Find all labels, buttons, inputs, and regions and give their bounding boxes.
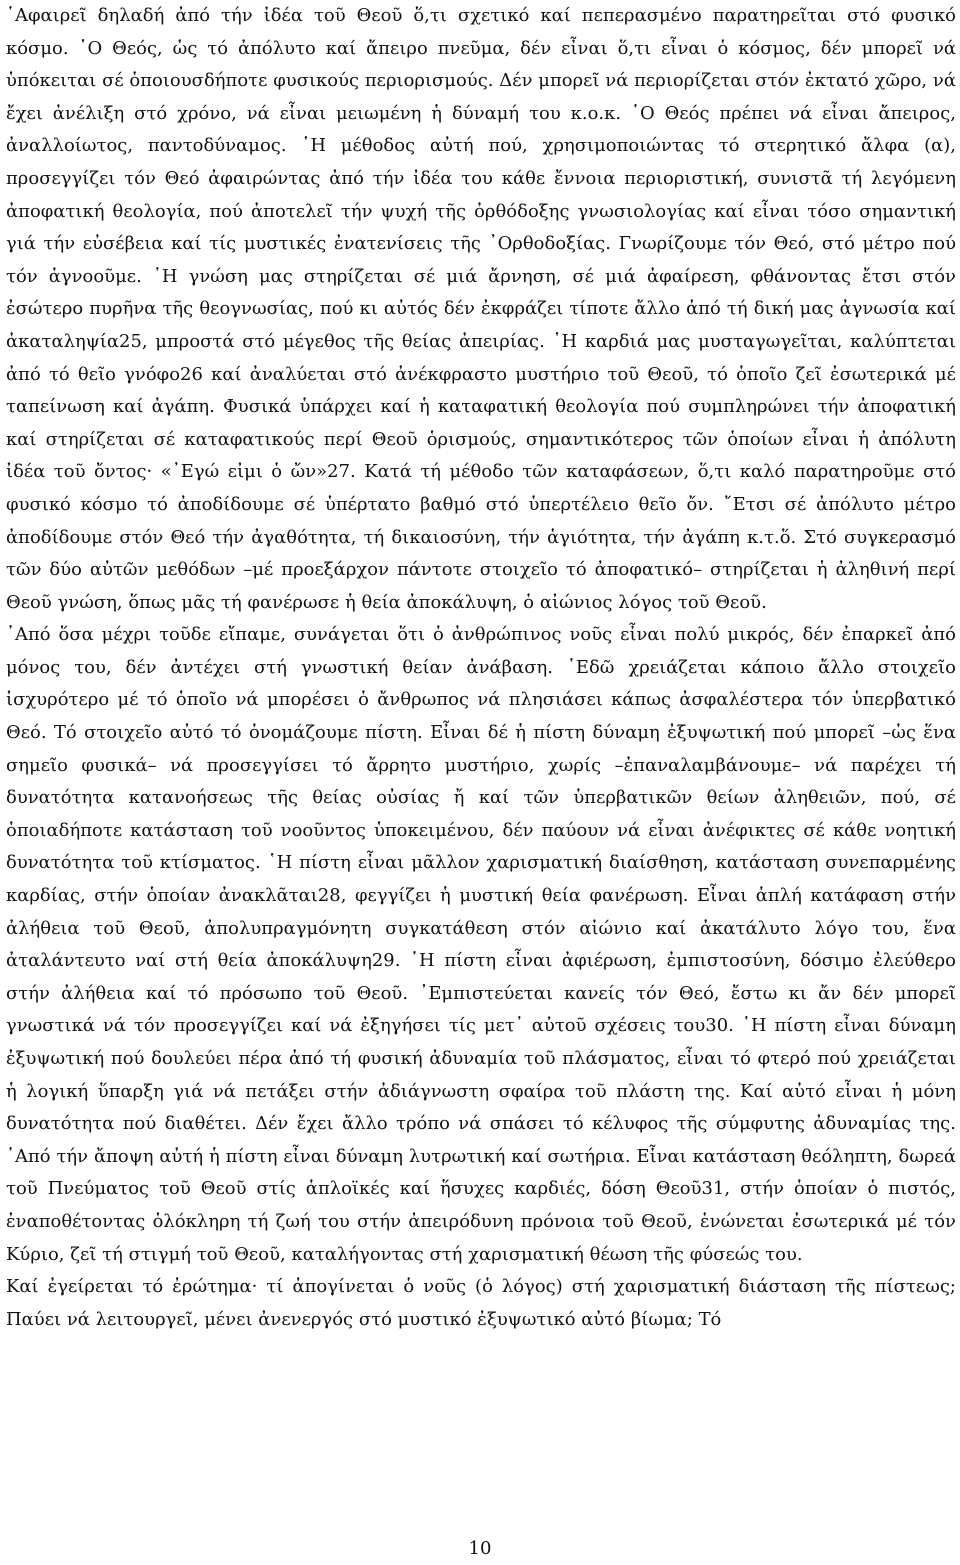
body-text <box>6 0 956 1336</box>
paragraph-1: ῾Αφαιρεῖ δηλαδή ἀπό τήν ἰδέα τοῦ Θεοῦ ὅ,τι σχετικό καί πεπερασμένο παρατηρεῖται στό φυσικό κόσμο. ῾Ο Θεός, ὡς τό ἀπόλυτο καί ἄπειρο πνεῦμα, δέν εἶναι ὅ,τι εἶναι ὁ κόσμος, δέν μπορεῖ νά ὑπόκειται σέ ὁποιουσδήποτε φυσικούς περιορισμούς. Δέν μπορεῖ νά περιορίζεται στόν ἐκτατό χῶρο, νά ἔχει ἀνέλιξη στό χρόνο, νά εἶναι μειωμένη ἡ δύναμή του κ.ο.κ. ῾Ο Θεός πρέπει νά εἶναι ἄπειρος, ἀναλλοίωτος, παντοδύναμος. ῾Η μέθοδος αὐτή πού, χρησιμοποιώντας τό στερητικό ἄλφα (α), προσεγγίζει τόν Θεό ἀφαιρώντας ἀπό τήν ἰδέα του κάθε ἔννοια περιοριστική, συνιστᾶ τή λεγόμενη ἀποφατική θεολογία, πού ἀποτελεῖ τήν ψυχή τῆς ὀρθόδοξης γνωσιολογίας καί εἶναι τόσο σημαντική γιά τήν εὐσέβεια καί τίς μυστικές ἐνατενίσεις τῆς ᾿Ορθοδοξίας. Γνωρίζουμε τόν Θεό, στό μέτρο πού τόν ἀγνοοῦμε. ῾Η γνώση μας στηρίζεται σέ μιά ἄρνηση, σέ μιά ἀφαίρεση, φθάνοντας ἔτσι στόν ἐσώτερο πυρῆνα τῆς θεογνωσίας, πού κι αὐτός δέν ἐκφράζει τίποτε ἄλλο ἀπό τή δική μας ἀγνωσία καί ἀκαταληψία25, μπροστά στό μέγεθος τῆς θείας ἀπειρίας. ῾Η καρδιά μας μυσταγωγεῖται, καλύπτεται ἀπό τό θεῖο γνόφο26 καί ἀναλύεται στό ἀνέκφραστο μυστήριο τοῦ Θεοῦ, τό ὁποῖο ζεῖ ἐσωτερικά μέ ταπείνωση καί ἀγάπη. Φυσικά ὑπάρχει καί ἡ καταφατική θεολογία πού συμπληρώνει τήν ἀποφατική καί στηρίζεται σέ καταφατικούς περί Θεοῦ ὁρισμούς, σημαντικότερος τῶν ὁποίων εἶναι ἡ ἀπόλυτη ἰδέα τοῦ ὄντος· «᾿Εγώ εἰμι ὁ ὤν»27. Κατά τή μέθοδο τῶν καταφάσεων, ὅ,τι καλό παρατηροῦμε στό φυσικό κόσμο τό ἀποδίδουμε σέ ὑπέρτατο βαθμό στό ὑπερτέλειο θεῖο ὄν. ῎Ετσι σέ ἀπόλυτο μέτρο ἀποδίδουμε στόν Θεό τήν ἀγαθότητα, τή δικαιοσύνη, τήν ἁγιότητα, τήν ἀγάπη κ.τ.ὅ. Στό συγκερασμό τῶν δύο αὐτῶν μεθόδων –μέ προεξάρχον πάντοτε στοιχεῖο τό ἀποφατικό– στηρίζεται ἡ ἀληθινή περί Θεοῦ γνώση, ὅπως μᾶς τή φανέρωσε ἡ θεία ἀποκάλυψη, ὁ αἰώνιος λόγος τοῦ Θεοῦ. <box>6 5 956 613</box>
paragraph-3: Καί ἐγείρεται τό ἐρώτημα· τί ἀπογίνεται ὁ νοῦς (ὁ λόγος) στή χαρισματική διάσταση τῆς πίστεως; Παύει νά λειτουργεῖ, μένει ἀνενεργός στό μυστικό ἐξυψωτικό αὐτό βίωμα; Τό <box>6 1276 956 1330</box>
page-number: 10 <box>468 1538 492 1559</box>
paragraph-2: ᾿Από ὅσα μέχρι τοῦδε εἴπαμε, συνάγεται ὅτι ὁ ἀνθρώπινος νοῦς εἶναι πολύ μικρός, δέν ἐπαρκεῖ ἀπό μόνος του, δέν ἀντέχει στή γνωστική θείαν ἀνάβαση. ᾿Εδῶ χρειάζεται κάποιο ἄλλο στοιχεῖο ἰσχυρότερο μέ τό ὁποῖο νά μπορέσει ὁ ἄνθρωπος νά πλησιάσει κάπως ἀσφαλέστερα τόν ὑπερβατικό Θεό. Τό στοιχεῖο αὐτό τό ὀνομάζουμε πίστη. Εἶναι δέ ἡ πίστη δύναμη ἐξυψωτική πού μπορεῖ –ὡς ἕνα σημεῖο φυσικά– νά προσεγγίσει τό ἄρρητο μυστήριο, χωρίς –ἐπαναλαμβάνουμε– νά παρέχει τή δυνατότητα κατανοήσεως τῆς θείας οὐσίας ἤ καί τῶν ὑπερβατικῶν θείων ἀληθειῶν, πού, σέ ὁποιαδήποτε κατάσταση τοῦ νοοῦντος ὑποκειμένου, δέν παύουν νά εἶναι ἀνέφικτες σέ κάθε νοητική δυνατότητα τοῦ κτίσματος. ῾Η πίστη εἶναι μᾶλλον χαρισματική διαίσθηση, κατάσταση συνεπαρμένης καρδίας, στήν ὁποίαν ἀνακλᾶται28, φεγγίζει ἡ μυστική θεία φανέρωση. Εἶναι ἁπλή κατάφαση στήν ἀλήθεια τοῦ Θεοῦ, ἀπολυπραγμόνητη συγκατάθεση στόν αἰώνιο καί ἀκατάλυτο λόγο του, ἕνα ἀταλάντευτο ναί στή θεία ἀποκάλυψη29. ῾Η πίστη εἶναι ἀφιέρωση, ἐμπιστοσύνη, δόσιμο ἐλεύθερο στήν ἀλήθεια καί τό πρόσωπο τοῦ Θεοῦ. ᾿Εμπιστεύεται κανείς τόν Θεό, ἔστω κι ἄν δέν μπορεῖ γνωστικά νά τόν προσεγγίζει καί νά ἐξηγήσει τίς μετ᾿ αὐτοῦ σχέσεις του30. ῾Η πίστη εἶναι δύναμη ἐξυψωτική πού δουλεύει πέρα ἀπό τή φυσική ἀδυναμία τοῦ πλάσματος, εἶναι τό φτερό πού χρειάζεται ἡ λογική ὕπαρξη γιά νά πετάξει στήν ἀδιάγνωστη σφαίρα τοῦ πλάστη της. Καί αὐτό εἶναι ἡ μόνη δυνατότητα πού διαθέτει. Δέν ἔχει ἄλλο τρόπο νά σπάσει τό κέλυφος τῆς σύμφυτης ἀδυναμίας της. ᾿Από τήν ἄποψη αὐτή ἡ πίστη εἶναι δύναμη λυτρωτική καί σωτήρια. Εἶναι κατάσταση θεόληπτη, δωρεά τοῦ Πνεύματος τοῦ Θεοῦ στίς ἁπλοϊκές καί ἥσυχες καρδιές, δόση Θεοῦ31, στήν ὁποίαν ὁ πιστός, ἐναποθέτοντας ὁλόκληρη τή ζωή του στήν ἀπειρόδυνη πρόνοια τοῦ Θεοῦ, ἑνώνεται ἐσωτερικά μέ τόν Κύριο, ζεῖ τή στιγμή τοῦ Θεοῦ, καταλήγοντας στή χαρισματική θέωση τῆς φύσεώς του. <box>6 624 956 1265</box>
